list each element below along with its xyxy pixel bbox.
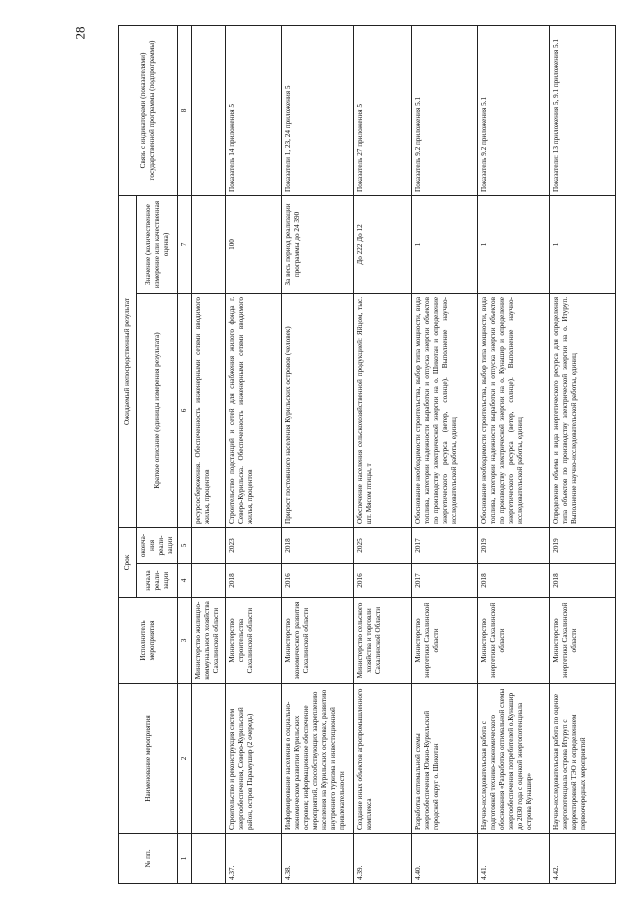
row-end (192, 527, 226, 563)
row-num (192, 834, 226, 884)
column-number-row (178, 25, 192, 883)
row-link: Показатели: 13 приложения 5, 9.1 приложения 5.1 (550, 25, 616, 195)
header-term: Срок (119, 527, 137, 597)
row-name: Строительство и реконструкция систем энергообеспечения, Северо-Курильский район, остров Парамушир (2 очередь) (226, 684, 282, 834)
row-end: 2023 (226, 527, 282, 563)
header-expected: Ожидаемый непосредственный результат (119, 195, 137, 527)
row-value: 1 (478, 195, 550, 293)
row-link: Показатель 27 приложения 5 (354, 25, 412, 195)
row-brief: Обоснование необходимости строительства, выбор типа мощности, вида топлива, категории надежности выработки и отпуска энергии объектов по производству электрической энергии на о. Шикотан и определение энергетического ресурса (ветер, солнце). Выполнение научно-исследовательской работы, единиц (412, 293, 478, 527)
row-link: Показатель 9.2 приложения 5.1 (412, 25, 478, 195)
row-num: 4.41. (478, 834, 550, 884)
table-row (412, 25, 478, 883)
row-link: Показатель 14 приложения 5 (226, 25, 282, 195)
row-brief: ресурсосбережения. Обеспеченность инженерными сетями вводимого жилья, процентов (192, 293, 226, 527)
header-term-end: оконча-ния реали-зации (137, 527, 178, 563)
row-value: За весь период реализации программы до 24 390 (282, 195, 354, 293)
page-number-text: 28 (72, 26, 87, 40)
row-start: 2016 (282, 564, 354, 598)
row-executor: Министерство экономического развития Сахалинской области (282, 598, 354, 684)
row-link: Показатель 9.2 приложения 5.1 (478, 25, 550, 195)
column-number: 1 (178, 834, 192, 884)
row-end: 2019 (478, 527, 550, 563)
column-number: 6 (178, 293, 192, 527)
row-name: Разработка оптимальной схемы энергообеспечения Южно-Курильский городской округ о. Шикотан (412, 684, 478, 834)
row-link: Показатели 1, 23, 24 приложения 5 (282, 25, 354, 195)
row-num: 4.37. (226, 834, 282, 884)
header-value: Значение (количественное измерение или качественная оценка) (137, 195, 178, 293)
row-value: 100 (226, 195, 282, 293)
row-link (192, 25, 226, 195)
row-start: 2017 (412, 564, 478, 598)
column-number: 4 (178, 564, 192, 598)
row-value: До 222 До 12 (354, 195, 412, 293)
row-num: 4.38. (282, 834, 354, 884)
column-number: 5 (178, 527, 192, 563)
row-num: 4.39. (354, 834, 412, 884)
row-value (192, 195, 226, 293)
row-brief: Прирост постоянного населения Курильских островов (человек) (282, 293, 354, 527)
row-brief: Обоснование необходимости строительства, выбор типа мощности, вида топлива, категории надежности выработки и отпуска энергии объектов по производству электрической энергии на о. Кунашир и определение энергетического ресурса (ветер, солнце). Выполнение научно-исследовательской работы, единиц (478, 293, 550, 527)
column-number: 3 (178, 598, 192, 684)
row-name: Информирование населения о социально-экономическом развитии Курильских островов; информационное обеспечение мероприятий, способствующих закреплению населения на Курильских островах, развитию внутреннего туризма и инвестиционной привлекательности (282, 684, 354, 834)
row-brief: Определение объема и вида энергетического ресурса для определения типа объектов по производству электрической энергии на о. Итуруп. Выполнение научно-исследовательской работы, единиц (550, 293, 616, 527)
row-name (192, 684, 226, 834)
header-term-start: начала реали-зации (137, 564, 178, 598)
row-value: 1 (550, 195, 616, 293)
row-value: 1 (412, 195, 478, 293)
row-executor: Министерство энергетики Сахалинской области (478, 598, 550, 684)
row-name: Создание иных объектов агропромышленного комплекса (354, 684, 412, 834)
header-link: Связь с индикаторами (показателями) государственной программы (подпрограммы) (119, 25, 178, 195)
column-number: 7 (178, 195, 192, 293)
row-end: 2019 (550, 527, 616, 563)
row-start: 2018 (478, 564, 550, 598)
row-name: Научно-исследовательская работа по оценке энергопотенциала острова Итуруп с корректировкой ТЭО и определением первоочередных мероприятий (550, 684, 616, 834)
row-end: 2017 (412, 527, 478, 563)
table-row (354, 25, 412, 883)
column-number: 2 (178, 684, 192, 834)
row-start (192, 564, 226, 598)
table-row (550, 25, 616, 883)
row-executor: Министерство энергетики Сахалинской области (412, 598, 478, 684)
row-num: 4.40. (412, 834, 478, 884)
table-row (226, 25, 282, 883)
row-end: 2018 (282, 527, 354, 563)
row-executor: Министерство сельского хозяйства и торговли Сахалинской Области (354, 598, 412, 684)
rotated-table-container (118, 26, 622, 884)
header-executor: Исполнитель мероприятия (119, 598, 178, 684)
measures-table (118, 25, 616, 884)
header-name: Наименование мероприятия (119, 684, 178, 834)
row-num: 4.42. (550, 834, 616, 884)
row-brief: Строительство подстанций и сетей для снабжения жилого фонда г. Северо-Курильска. Обеспеченность инженерными сетями вводимого жилья, процентов (226, 293, 282, 527)
header-brief: Краткое описание (единицы измерения результата) (137, 293, 178, 527)
row-name: Научно-исследовательская работа с подготовкой технико-экономического обоснования «Разработка оптимальной схемы энергообеспечения потребителей о.Кунашир до 2030 года с оценкой энергопотенциала острова Кунашир» (478, 684, 550, 834)
page-number (70, 18, 90, 48)
row-start: 2018 (550, 564, 616, 598)
column-number: 8 (178, 25, 192, 195)
row-start: 2016 (354, 564, 412, 598)
row-end: 2025 (354, 527, 412, 563)
table-row (192, 25, 226, 883)
row-executor: Министерство жилищно-коммунального хозяйства Сахалинской области (192, 598, 226, 684)
table-row (282, 25, 354, 883)
row-brief: Обеспечение населения сельскохозяйственной продукцией: Яйцом, тыс. шт. Мясом птицы, т (354, 293, 412, 527)
row-start: 2018 (226, 564, 282, 598)
table-row (478, 25, 550, 883)
row-executor: Министерство энергетики Сахалинской области (550, 598, 616, 684)
header-num: № пп. (119, 834, 178, 884)
row-executor: Министерство строительства Сахалинской области (226, 598, 282, 684)
